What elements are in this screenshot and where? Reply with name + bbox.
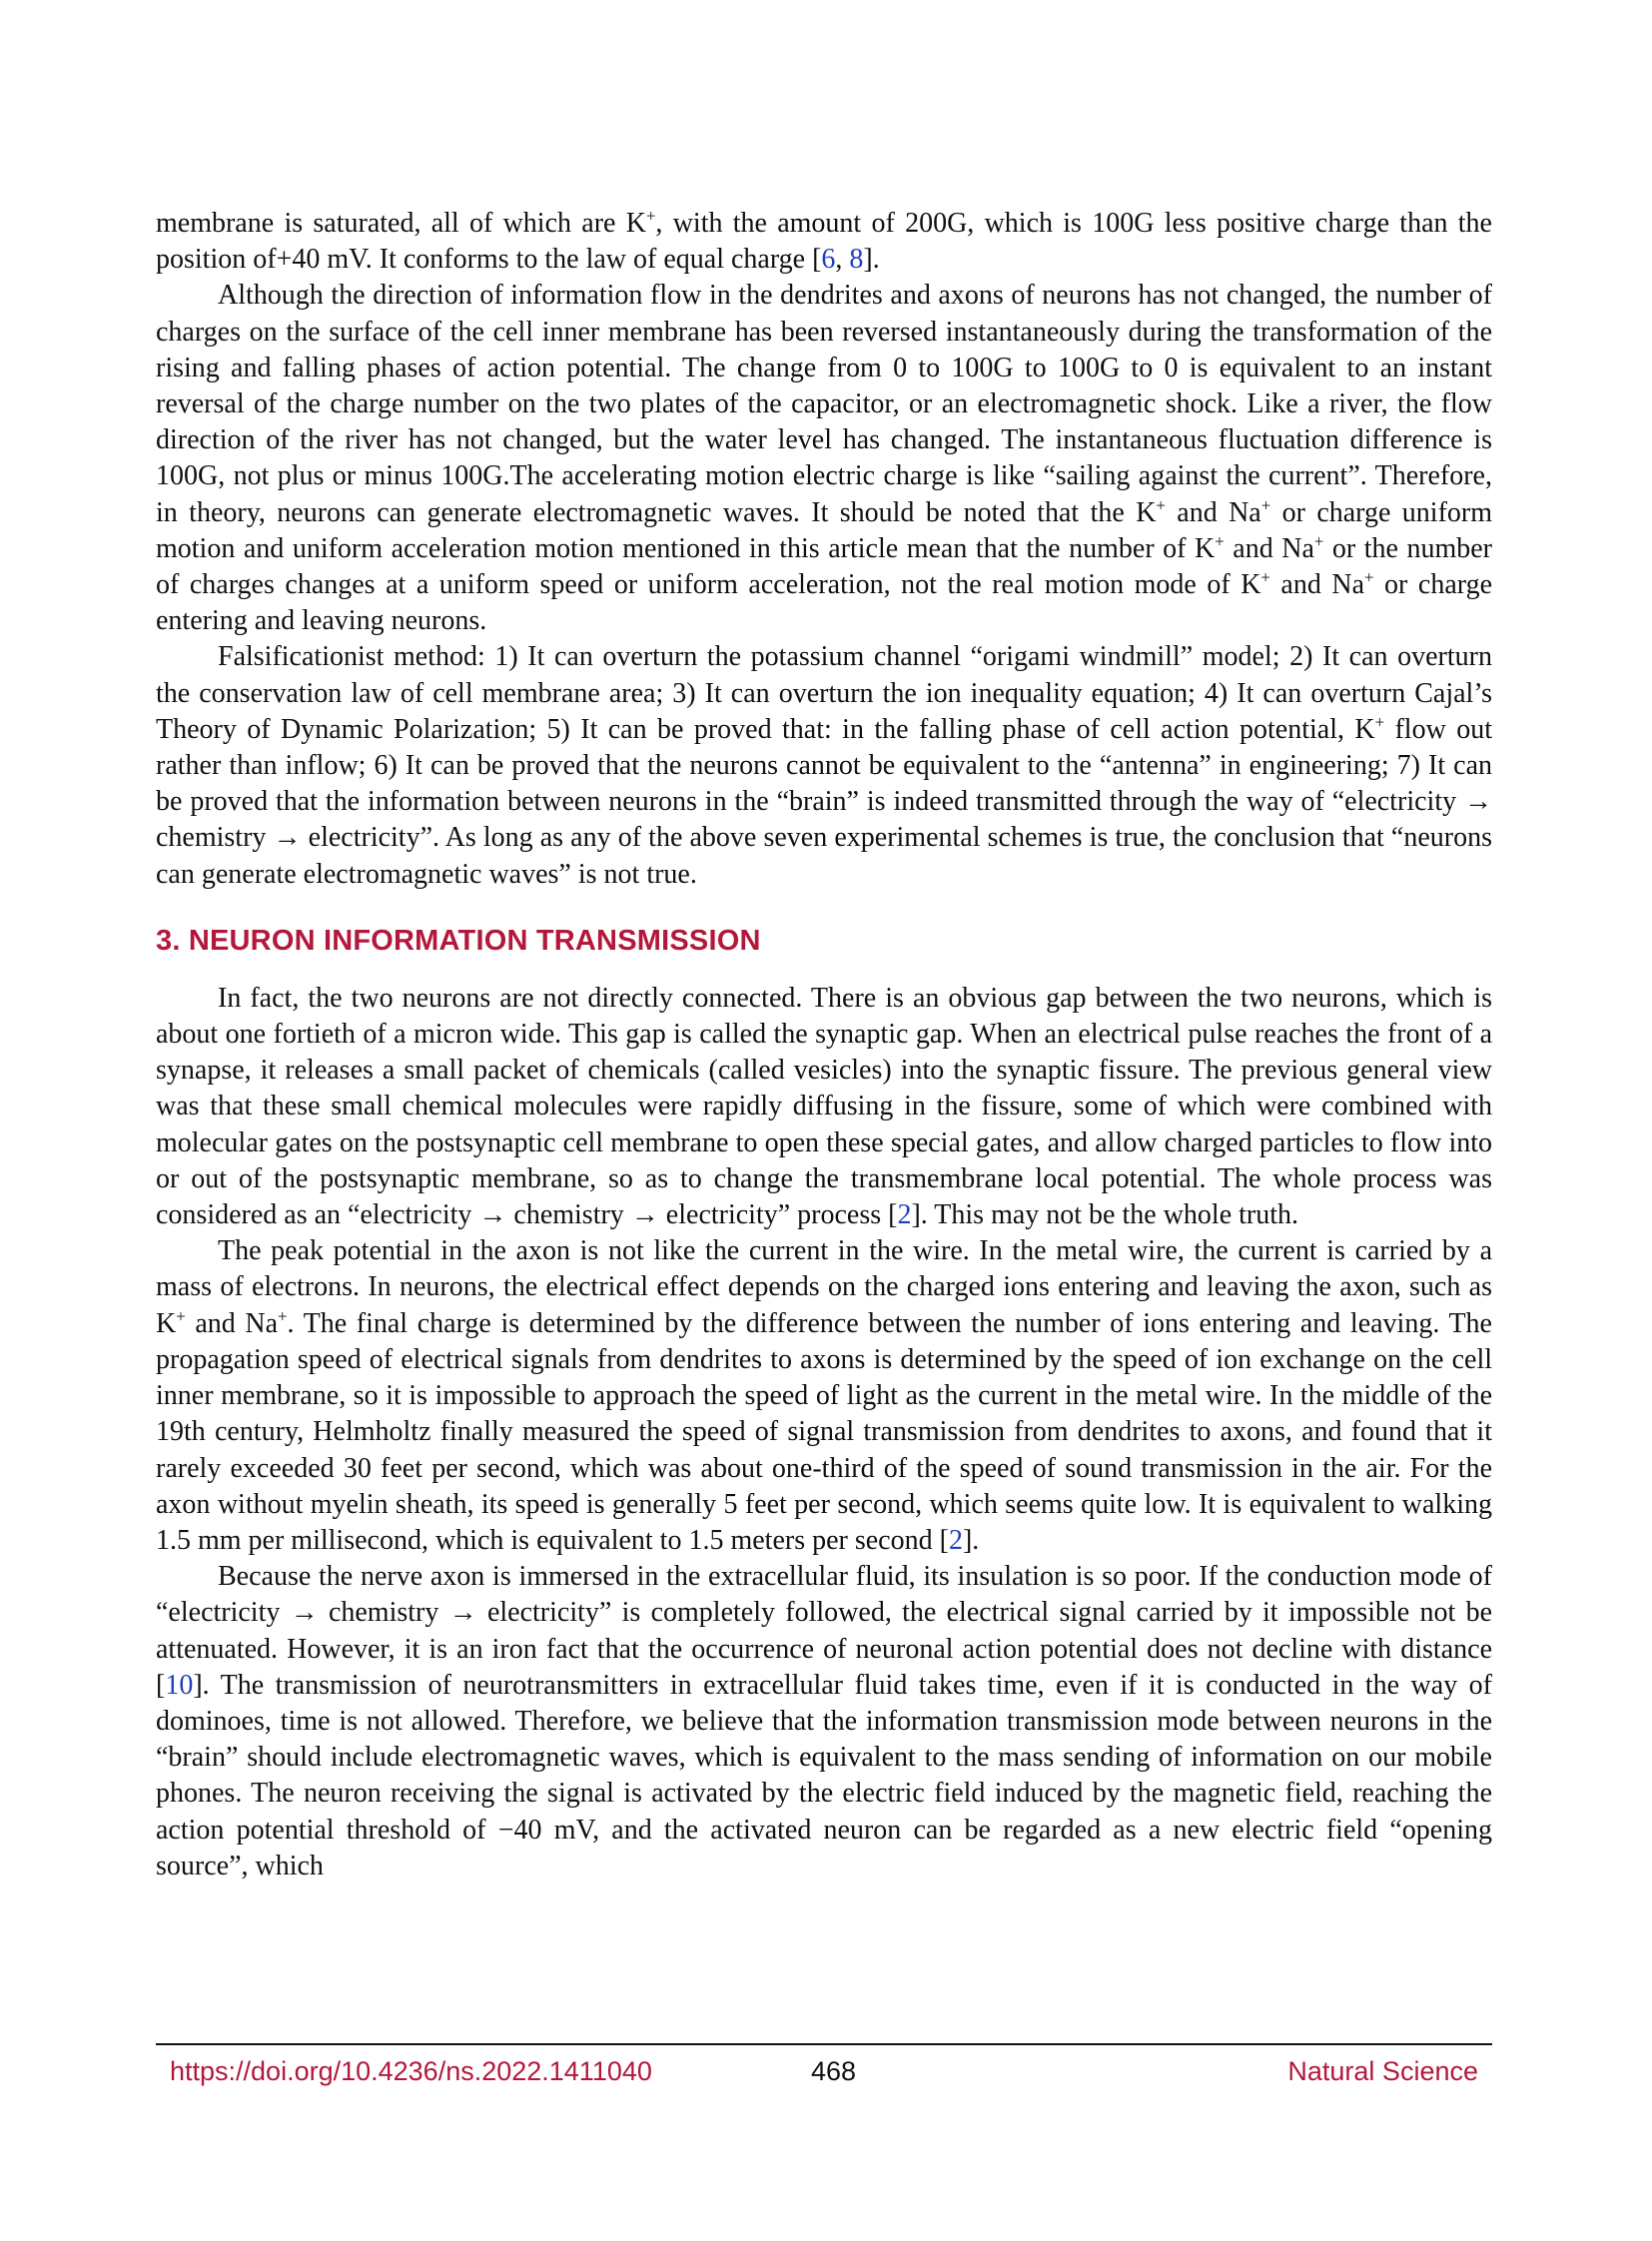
paragraph-text: , xyxy=(835,244,850,276)
superscript-charge: + xyxy=(1156,495,1166,515)
superscript-charge: + xyxy=(1260,495,1271,515)
superscript-charge: + xyxy=(176,1306,186,1326)
paragraph-text: Falsificationist method: 1) It can overturn the potassium channel “origami windmill” model; 2) It can overturn the conservation law of cell membrane area; 3) It can overturn the ion inequality equation; 4) It can overturn Cajal’s Theory of Dynamic Polarization; 5) It can be proved that: in the falling phase of cell action potential, K xyxy=(156,641,1492,745)
journal-name: Natural Science xyxy=(1287,2056,1478,2086)
paragraph-text: The peak potential in the axon is not like the current in the wire. In the metal wire, the current is carried by a mass of electrons. In neurons, the electrical effect depends on the charged ions entering and leaving the axon, such as K xyxy=(156,1235,1492,1339)
paragraph-text: and Na xyxy=(1165,496,1261,528)
citation-link[interactable]: 2 xyxy=(948,1524,963,1556)
paragraph-text: or charge uniform motion and uniform acceleration motion mentioned in this article mean that the number of K xyxy=(156,496,1493,564)
paragraph-text: ]. xyxy=(863,244,880,276)
page-number: 468 xyxy=(811,2056,857,2086)
paragraph xyxy=(156,206,1492,278)
paragraph-text: and Na xyxy=(185,1307,279,1339)
paragraph-text: Although the direction of information flow in the dendrites and axons of neurons has not changed, the number of charges on the surface of the cell inner membrane has been reversed instantaneously during the transformation of the rising and falling phases of action potential. The change from 0 to 100G to 100G to 0 is equivalent to an instant reversal of the charge number on the two plates of the capacitor, or an electromagnetic shock. Like a river, the flow direction of the river has not changed, but the water level has changed. The instantaneous fluctuation difference is 100G, not plus or minus 100G.The accelerating motion electric charge is like “sailing against the current”. Therefore, in theory, neurons can generate electromagnetic waves. It should be noted that the K xyxy=(156,280,1492,528)
preceding-section-text xyxy=(156,206,1492,893)
paragraph-text: or charge entering and leaving neurons. xyxy=(156,569,1493,637)
paragraph-text: , with the amount of 200G, which is 100G less positive charge than the position of+40 mV. It conforms to the law of equal charge [ xyxy=(156,208,1492,276)
superscript-charge: + xyxy=(645,206,656,226)
citation-link[interactable]: 8 xyxy=(849,244,864,276)
paragraph-text: or the number of charges changes at a uniform speed or uniform acceleration, not the real motion mode of K xyxy=(156,532,1492,601)
paragraph-text: Because the nerve axon is immersed in the extracellular fluid, its insulation is so poor. If the conduction mode of “electricity → chemistry → electricity” is completely followed, the electrical signal carried by it impossible not be attenuated. However, it is an iron fact that the occurrence of neuronal action potential does not decline with distance [ xyxy=(156,1561,1492,1701)
citation-link[interactable]: 10 xyxy=(165,1669,194,1701)
article-body xyxy=(156,206,1492,1884)
paragraph-text: ]. The transmission of neurotransmitters in extracellular fluid takes time, even if it is conducted in the way of dominoes, time is not allowed. Therefore, we believe that the information transmission mode between neurons in the “brain” should include electromagnetic waves, which is equivalent to the mass sending of information on our mobile phones. The neuron receiving the signal is activated by the electric field induced by the magnetic field, reaching the action potential threshold of −40 mV, and the activated neuron can be regarded as a new electric field “opening source”, which xyxy=(156,1669,1492,1881)
paragraph xyxy=(156,278,1492,639)
paragraph-text: and Na xyxy=(1269,569,1365,601)
paragraph-text: ]. This may not be the whole truth. xyxy=(911,1199,1298,1231)
citation-link[interactable]: 2 xyxy=(897,1199,912,1231)
citation-link[interactable]: 6 xyxy=(821,244,836,276)
superscript-charge: + xyxy=(1364,567,1374,587)
paragraph-text: In fact, the two neurons are not directly connected. There is an obvious gap between the two neurons, which is about one fortieth of a micron wide. This gap is called the synaptic gap. When an electrical pulse reaches the front of a synapse, it releases a small packet of chemicals (called vesicles) into the synaptic fissure. The previous general view was that these small chemical molecules were rapidly diffusing in the fissure, some of which were combined with molecular gates on the postsynaptic cell membrane to open these special gates, and allow charged particles to flow into or out of the postsynaptic membrane, so as to change the transmembrane local potential. The whole process was considered as an “electricity → chemistry → electricity” process [ xyxy=(156,982,1492,1231)
superscript-charge: + xyxy=(1260,567,1270,587)
superscript-charge: + xyxy=(1215,531,1225,551)
superscript-charge: + xyxy=(1374,712,1385,732)
superscript-charge: + xyxy=(1313,531,1324,551)
footer-doi-link[interactable]: https://doi.org/10.4236/ns.2022.1411040 xyxy=(170,2056,652,2086)
paragraph xyxy=(156,639,1492,892)
paragraph xyxy=(156,981,1492,1233)
paragraph xyxy=(156,1233,1492,1559)
footer-divider xyxy=(156,2043,1492,2045)
section-3-text xyxy=(156,981,1492,1884)
paragraph-text: and Na xyxy=(1224,532,1314,564)
paragraph-text: ]. xyxy=(962,1524,980,1556)
paragraph-text: flow out rather than inflow; 6) It can be proved that the neurons cannot be equivalent to the “antenna” in engineering; 7) It can be proved that the information between neurons in the “brain” is indeed transmitted through the way of “electricity → chemistry → electricity”. As long as any of the above seven experimental schemes is true, the conclusion that “neurons can generate electromagnetic waves” is not true. xyxy=(156,713,1492,890)
paragraph-text: . The final charge is determined by the difference between the number of ions entering and leaving. The propagation speed of electrical signals from dendrites to axons is determined by the speed of ion exchange on the cell inner membrane, so it is impossible to approach the speed of light as the current in the metal wire. In the middle of the 19th century, Helmholtz finally measured the speed of signal transmission from dendrites to axons, and found that it rarely exceeded 30 feet per second, which was about one-third of the speed of sound transmission in the air. For the axon without myelin sheath, its speed is generally 5 feet per second, which seems quite low. It is equivalent to walking 1.5 mm per millisecond, which is equivalent to 1.5 meters per second [ xyxy=(156,1307,1492,1556)
paragraph-text: membrane is saturated, all of which are K xyxy=(156,208,646,239)
section-heading: 3. NEURON INFORMATION TRANSMISSION xyxy=(156,924,761,957)
paragraph xyxy=(156,1559,1492,1884)
superscript-charge: + xyxy=(278,1306,288,1326)
